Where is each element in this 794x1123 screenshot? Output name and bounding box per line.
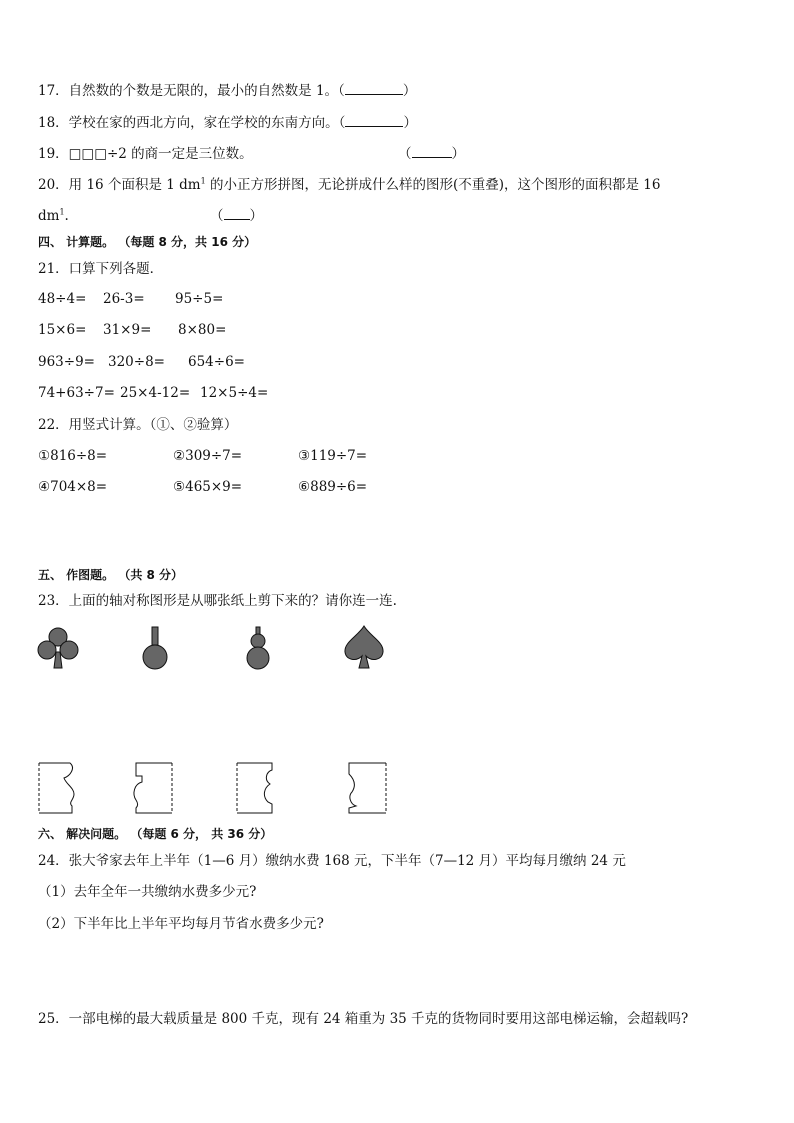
question-18-text: 18．学校在家的西北方向，家在学校的东南方向。（ — [38, 115, 346, 131]
question-20-line-2 — [38, 207, 69, 225]
q22-row-1 — [38, 447, 367, 465]
club-icon — [36, 626, 80, 670]
question-21-title: 21．口算下列各题． — [38, 261, 164, 277]
answer-blank-20[interactable] — [224, 207, 250, 220]
question-20-close: ） — [249, 208, 263, 224]
q21-item: 15×6= — [38, 322, 87, 338]
question-19-text: 19．□□□÷2 的商一定是三位数。 — [38, 146, 253, 162]
q21-item: 654÷6= — [188, 354, 245, 370]
question-24-sub-2: （2）下半年比上半年平均每月节省水费多少元? — [38, 916, 324, 932]
paper-gourd — [236, 762, 278, 814]
q22-item: ③119÷7= — [298, 448, 368, 464]
q21-item: 95÷5= — [175, 291, 224, 307]
question-20-unit: dm — [38, 208, 60, 224]
question-19 — [38, 145, 253, 163]
question-19-close: ） — [451, 146, 465, 162]
answer-blank-19[interactable] — [412, 145, 452, 158]
question-17-close: ） — [402, 83, 417, 99]
question-24-stem: 24．张大爷家去年上半年（1—6 月）缴纳水费 168 元，下半年（7—12 月）平均每月缴纳 24 元 — [38, 853, 626, 869]
lollipop-icon — [140, 626, 170, 670]
question-20-line-1 — [38, 176, 660, 194]
paper-club — [38, 762, 80, 814]
question-20-sup: 1 — [200, 176, 206, 186]
question-19-open: （ — [398, 146, 412, 162]
q21-row-1 — [38, 290, 223, 308]
q22-item: ⑤465×9= — [173, 479, 243, 495]
q22-item: ⑥889÷6= — [298, 479, 368, 495]
question-20-text-b: 的小正方形拼图，无论拼成什么样的图形(不重叠)，这个图形的面积都是 16 — [205, 177, 661, 193]
q22-item: ①816÷8= — [38, 448, 108, 464]
q22-item: ②309÷7= — [173, 448, 243, 464]
question-19-answer — [398, 145, 465, 163]
question-18-close: ） — [403, 115, 417, 131]
q21-item: 12×5÷4= — [200, 385, 269, 401]
section-4-title: 四、 计算题。 （每题 8 分，共 16 分） — [38, 235, 257, 249]
q21-item: 74+63÷7= — [38, 385, 115, 401]
q21-row-3 — [38, 353, 245, 371]
q21-row-2 — [38, 321, 226, 339]
q21-item: 26-3= — [103, 291, 145, 307]
gourd-icon — [243, 626, 273, 670]
answer-blank-18[interactable] — [345, 114, 403, 127]
question-23-title: 23．上面的轴对称图形是从哪张纸上剪下来的？请你连一连. — [38, 593, 397, 609]
paper-spade — [346, 762, 388, 814]
q22-item: ④704×8= — [38, 479, 108, 495]
section-6-title: 六、 解决问题。 （每题 6 分， 共 36 分） — [38, 827, 273, 841]
spade-icon — [342, 624, 386, 670]
q21-item: 8×80= — [178, 322, 227, 338]
question-20-period: . — [64, 208, 69, 224]
q22-row-2 — [38, 478, 367, 496]
question-17 — [38, 82, 416, 100]
question-20-open: （ — [210, 208, 224, 224]
q21-item: 48÷4= — [38, 291, 87, 307]
q21-row-4 — [38, 384, 268, 402]
paper-lollipop — [132, 762, 174, 814]
question-22-title: 22．用竖式计算。（①、②验算） — [38, 417, 238, 433]
question-25: 25．一部电梯的最大载质量是 800 千克，现有 24 箱重为 35 千克的货物同时要用这部电梯运输，会超载吗? — [38, 1011, 689, 1027]
q21-item: 320÷8= — [108, 354, 165, 370]
question-20-unit-sup: 1 — [59, 207, 65, 217]
question-20-text-a: 20．用 16 个面积是 1 dm — [38, 177, 201, 193]
q21-item: 963÷9= — [38, 354, 95, 370]
question-24-sub-1: （1）去年全年一共缴纳水费多少元? — [38, 884, 257, 900]
question-17-text: 17．自然数的个数是无限的，最小的自然数是 1。（ — [38, 83, 345, 99]
question-20-answer — [210, 207, 263, 225]
answer-blank-17[interactable] — [345, 82, 403, 95]
q21-item: 25×4-12= — [120, 385, 191, 401]
q21-item: 31×9= — [103, 322, 152, 338]
question-18 — [38, 114, 417, 132]
section-5-title: 五、 作图题。 （共 8 分） — [38, 568, 184, 582]
